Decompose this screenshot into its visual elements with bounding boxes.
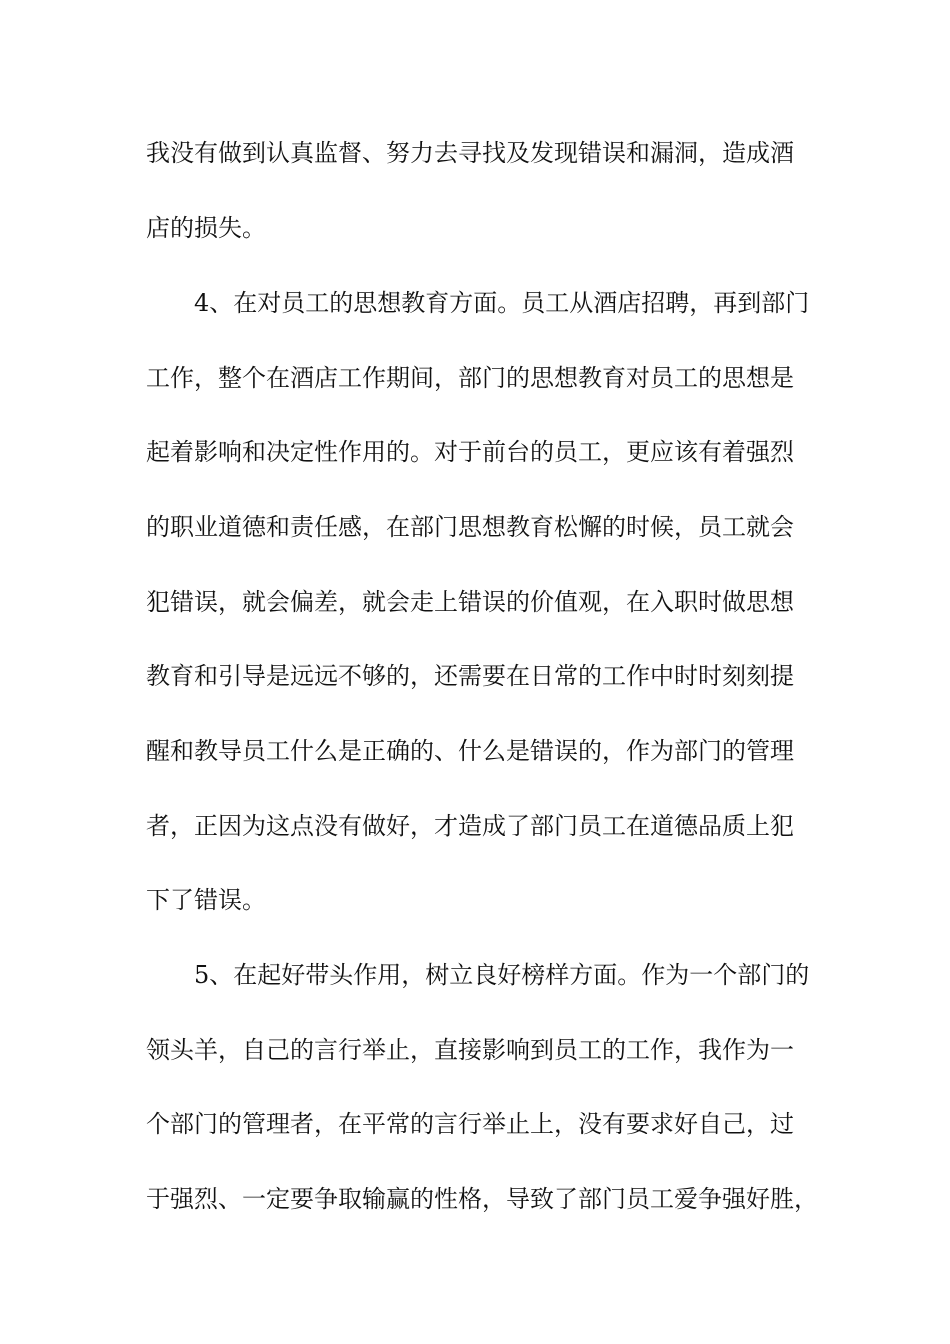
text-line: 店的损失。	[146, 214, 266, 242]
text-line: 教育和引导是远远不够的，还需要在日常的工作中时时刻刻提	[146, 662, 794, 690]
text-line: 于强烈、一定要争取输赢的性格，导致了部门员工爱争强好胜，	[146, 1185, 818, 1213]
text-line: 的职业道德和责任感，在部门思想教育松懈的时候，员工就会	[146, 513, 794, 541]
text-line: 起着影响和决定性作用的。对于前台的员工，更应该有着强烈	[146, 438, 794, 466]
paragraph-start-line: 5、在起好带头作用，树立良好榜样方面。作为一个部门的	[194, 961, 810, 989]
paragraph-start-line: 4、在对员工的思想教育方面。员工从酒店招聘，再到部门	[194, 289, 810, 317]
text-line: 者，正因为这点没有做好，才造成了部门员工在道德品质上犯	[146, 812, 794, 840]
text-line: 我没有做到认真监督、努力去寻找及发现错误和漏洞，造成酒	[146, 139, 794, 167]
text-line: 个部门的管理者，在平常的言行举止上，没有要求好自己，过	[146, 1110, 794, 1138]
text-line: 下了错误。	[146, 886, 266, 914]
text-line: 工作，整个在酒店工作期间，部门的思想教育对员工的思想是	[146, 364, 794, 392]
text-line: 醒和教导员工什么是正确的、什么是错误的，作为部门的管理	[146, 737, 794, 765]
text-line: 犯错误，就会偏差，就会走上错误的价值观，在入职时做思想	[146, 588, 794, 616]
text-line: 领头羊，自己的言行举止，直接影响到员工的工作，我作为一	[146, 1036, 794, 1064]
